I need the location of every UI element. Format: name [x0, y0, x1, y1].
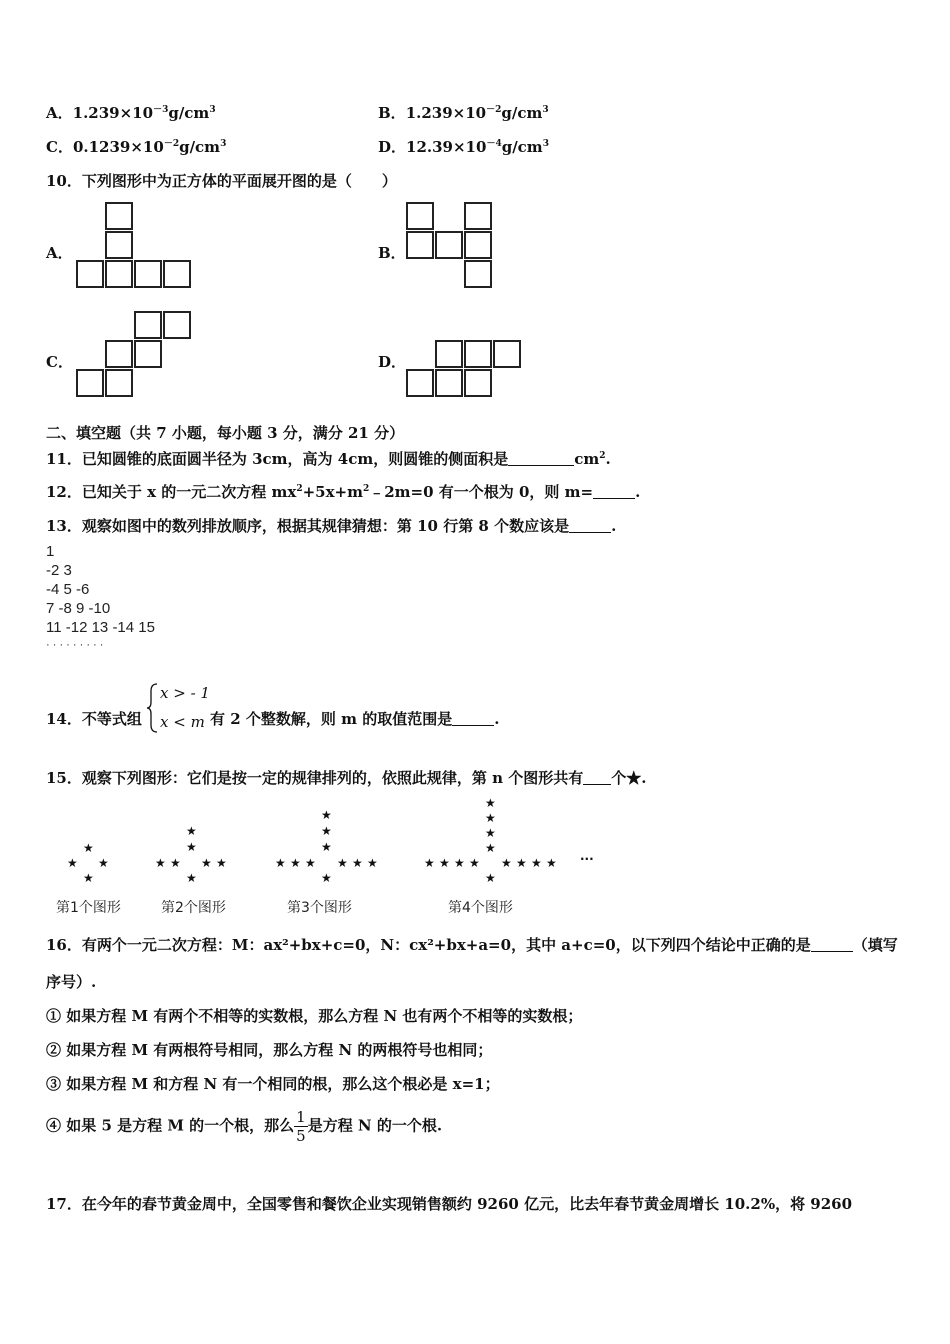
q16-conclusion-2: ② 如果方程 M 有两根符号相同，那么方程 N 的两根符号也相同；: [46, 1041, 493, 1059]
star-icon: ★: [485, 871, 496, 885]
star-icon: ★: [170, 856, 181, 870]
star-icon: ★: [186, 824, 197, 838]
star-icon: ★: [546, 856, 557, 870]
star-icon: ★: [186, 871, 197, 885]
star-icon: ★: [352, 856, 363, 870]
star-icon: ★: [516, 856, 527, 870]
sequence-row: 11 -12 13 -14 15: [46, 619, 155, 636]
star-icon: ★: [290, 856, 301, 870]
star-icon: ★: [454, 856, 465, 870]
q9-option-c: C．$0.1239\times 10^{-2}g/cm^3$: [46, 138, 227, 156]
star-icon: ★: [485, 826, 496, 840]
sequence-row: 7 -8 9 -10: [46, 600, 111, 617]
inequality-2: x < m: [160, 713, 205, 731]
star-icon: ★: [531, 856, 542, 870]
star-icon: ★: [275, 856, 286, 870]
star-icon: ★: [469, 856, 480, 870]
q16-line-2: 序号）.: [46, 973, 97, 991]
sequence-row: · · · · · · · · ·: [46, 639, 104, 651]
figure-caption-1: 第1个图形: [56, 900, 121, 916]
question-11: 11．已知圆锥的底面圆半径为 3cm，高为 4cm，则圆锥的侧面积是 $cm^2$.: [46, 450, 611, 468]
star-icon: ★: [367, 856, 378, 870]
star-icon: ★: [216, 856, 227, 870]
q9-option-b: B．$1.239\times 10^{-2}g/cm^3$: [378, 104, 549, 122]
q10-label-b: B．: [378, 244, 406, 262]
star-icon: ★: [485, 811, 496, 825]
star-icon: ★: [98, 856, 109, 870]
star-icon: ★: [305, 856, 316, 870]
star-icon: ★: [83, 871, 94, 885]
star-icon: ★: [424, 856, 435, 870]
star-icon: ★: [485, 796, 496, 810]
figure-caption-4: 第4个图形: [448, 900, 513, 916]
star-icon: ★: [186, 840, 197, 854]
question-17: 17．在今年的春节黄金周中，全国零售和餐饮企业实现销售额约 9260 亿元，比去年春节黄金周增长 10.2%，将 9260: [46, 1195, 853, 1213]
ellipsis: ···: [580, 852, 594, 866]
q16-conclusion-4: ④ 如果 5 是方程 M 的一个根，那么 $\frac{1}{5}$ 是方程 N 的一个根.: [46, 1108, 443, 1145]
figure-caption-3: 第3个图形: [287, 900, 352, 916]
q10-label-d: D．: [378, 353, 407, 371]
question-12: 12．已知关于 x 的一元二次方程 $mx^2+5x+m^2﹣2m=0$ 有一个根为 0，则 m= .: [46, 483, 641, 501]
star-icon: ★: [155, 856, 166, 870]
sequence-row: 1: [46, 543, 55, 560]
star-icon: ★: [321, 824, 332, 838]
star-icon: ★: [485, 841, 496, 855]
question-13: 13．观察如图中的数列排放顺序，根据其规律猜想：第 10 行第 8 个数应该是 .: [46, 517, 617, 535]
q10-label-c: C．: [46, 353, 73, 371]
fraction: $\frac{1}{5}$: [296, 1108, 306, 1145]
star-icon: ★: [67, 856, 78, 870]
q9-option-d: D．$12.39\times 10^{-4}g/cm^3$: [378, 138, 549, 156]
answer-blank: [811, 937, 853, 952]
q14-suffix: 有 2 个整数解，则 m 的取值范围是 .: [210, 710, 500, 728]
sequence-row: -2 3: [46, 562, 72, 579]
question-15: 15．观察下列图形：它们是按一定的规律排列的，依照此规律，第 n 个图形共有 个★.: [46, 769, 647, 787]
star-icon: ★: [501, 856, 512, 870]
star-icon: ★: [439, 856, 450, 870]
figure-caption-2: 第2个图形: [161, 900, 226, 916]
q16-conclusion-1: ① 如果方程 M 有两个不相等的实数根，那么方程 N 也有两个不相等的实数根；: [46, 1007, 583, 1025]
q16-conclusion-3: ③ 如果方程 M 和方程 N 有一个相同的根，那么这个根必是 x=1；: [46, 1075, 500, 1093]
star-icon: ★: [337, 856, 348, 870]
sequence-row: -4 5 -6: [46, 581, 90, 598]
q14-prefix: 14．不等式组: [46, 710, 142, 728]
q10-label-a: A．: [46, 244, 73, 262]
inequality-1: x > - 1: [160, 684, 210, 702]
q10-stem: 10．下列图形中为正方体的平面展开图的是（ ）: [46, 172, 397, 190]
star-icon: ★: [83, 841, 94, 855]
q9-option-a: A．$1.239\times 10^{-3}g/cm^3$: [46, 104, 216, 122]
section2-title: 二、填空题（共 7 小题，每小题 3 分，满分 21 分）: [46, 424, 405, 442]
star-icon: ★: [201, 856, 212, 870]
star-icon: ★: [321, 808, 332, 822]
star-icon: ★: [321, 840, 332, 854]
star-icon: ★: [321, 871, 332, 885]
question-16: 16．有两个一元二次方程：M：ax²+bx+c=0，N：cx²+bx+a=0，其中 a+c=0，以下列四个结论中正确的是 （填写: [46, 936, 898, 954]
